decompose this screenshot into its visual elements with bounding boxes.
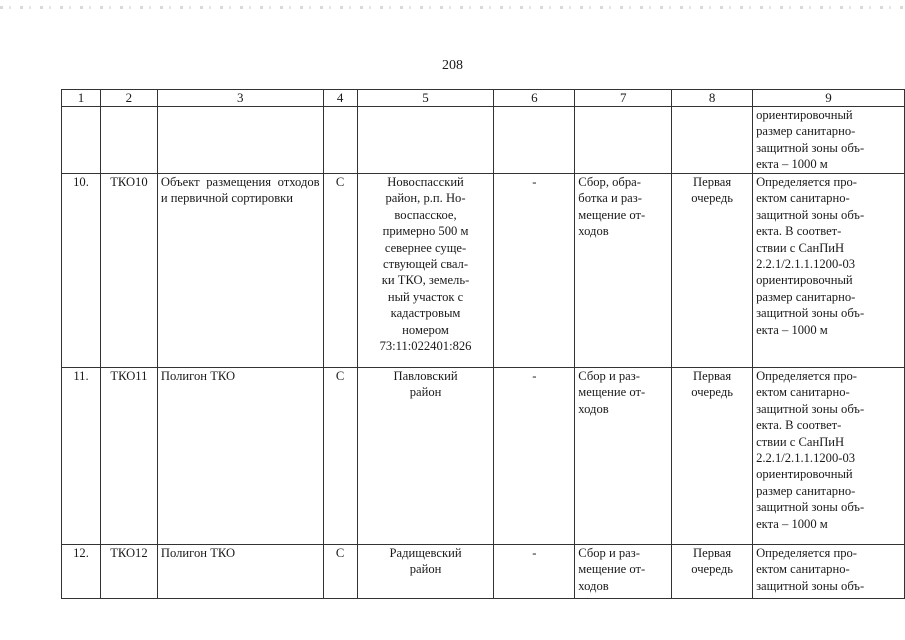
object-priority: Первая очередь xyxy=(691,369,733,400)
table-row xyxy=(62,174,905,368)
col6-value: - xyxy=(494,545,575,599)
header-col-9: 9 xyxy=(753,90,905,107)
scan-artifact-top xyxy=(0,6,905,9)
row-number: 12. xyxy=(62,545,101,599)
header-col-8: 8 xyxy=(672,90,753,107)
header-col-2: 2 xyxy=(100,90,157,107)
object-type: С xyxy=(323,174,357,368)
object-type: С xyxy=(323,545,357,599)
continuation-note: ориентировочный размер санитарно- защитной зоны объ- екта – 1000 м xyxy=(753,107,905,174)
header-col-5: 5 xyxy=(357,90,494,107)
object-location: Радищевский район xyxy=(389,546,462,577)
object-name: Полигон ТКО xyxy=(157,545,323,599)
header-row xyxy=(62,90,905,107)
header-col-7: 7 xyxy=(575,90,672,107)
object-type: С xyxy=(323,368,357,545)
object-name: Объект размещения отходов и первичной сортировки xyxy=(157,174,323,368)
header-col-1: 1 xyxy=(62,90,101,107)
object-priority: Первая очередь xyxy=(691,546,733,577)
continuation-row xyxy=(62,107,905,174)
object-name: Полигон ТКО xyxy=(157,368,323,545)
object-location: Павловский район xyxy=(393,369,458,400)
object-note: Определяется про- ектом санитарно- защитной зоны объ- екта. В соответ- ствии с СанПиН 2.2.1/2.1.1.1200-03 ориентировочный размер санитарно- защитной зоны объ- екта – 1000 м xyxy=(756,369,865,531)
object-note: Определяется про- ектом санитарно- защитной зоны объ- xyxy=(756,546,865,593)
object-purpose: Сбор и раз- мещение от- ходов xyxy=(578,369,646,416)
header-col-4: 4 xyxy=(323,90,357,107)
object-note: Определяется про- ектом санитарно- защитной зоны объ- екта. В соответ- ствии с СанПиН 2.2.1/2.1.1.1200-03 ориентировочный размер санитарно- защитной зоны объ- екта – 1000 м xyxy=(756,175,865,337)
object-code: ТКО11 xyxy=(100,368,157,545)
header-col-6: 6 xyxy=(494,90,575,107)
header-col-3: 3 xyxy=(157,90,323,107)
object-purpose: Сбор, обра- ботка и раз- мещение от- ходов xyxy=(578,175,646,239)
col6-value: - xyxy=(494,368,575,545)
table-row xyxy=(62,368,905,545)
row-number: 10. xyxy=(62,174,101,368)
object-purpose: Сбор и раз- мещение от- ходов xyxy=(578,546,646,593)
page-number: 208 xyxy=(442,58,463,73)
object-code: ТКО10 xyxy=(100,174,157,368)
row-number: 11. xyxy=(62,368,101,545)
object-location: Новоспасский район, р.п. Но- воспасское, примерно 500 м севернее суще- ствующей свал- ки ТКО, земель- ный участок с кадастровым номером 73:11:022401:826 xyxy=(379,175,472,354)
object-priority: Первая очередь xyxy=(691,175,733,206)
table-row xyxy=(62,545,905,599)
col6-value: - xyxy=(494,174,575,368)
object-code: ТКО12 xyxy=(100,545,157,599)
waste-objects-table xyxy=(61,89,905,599)
